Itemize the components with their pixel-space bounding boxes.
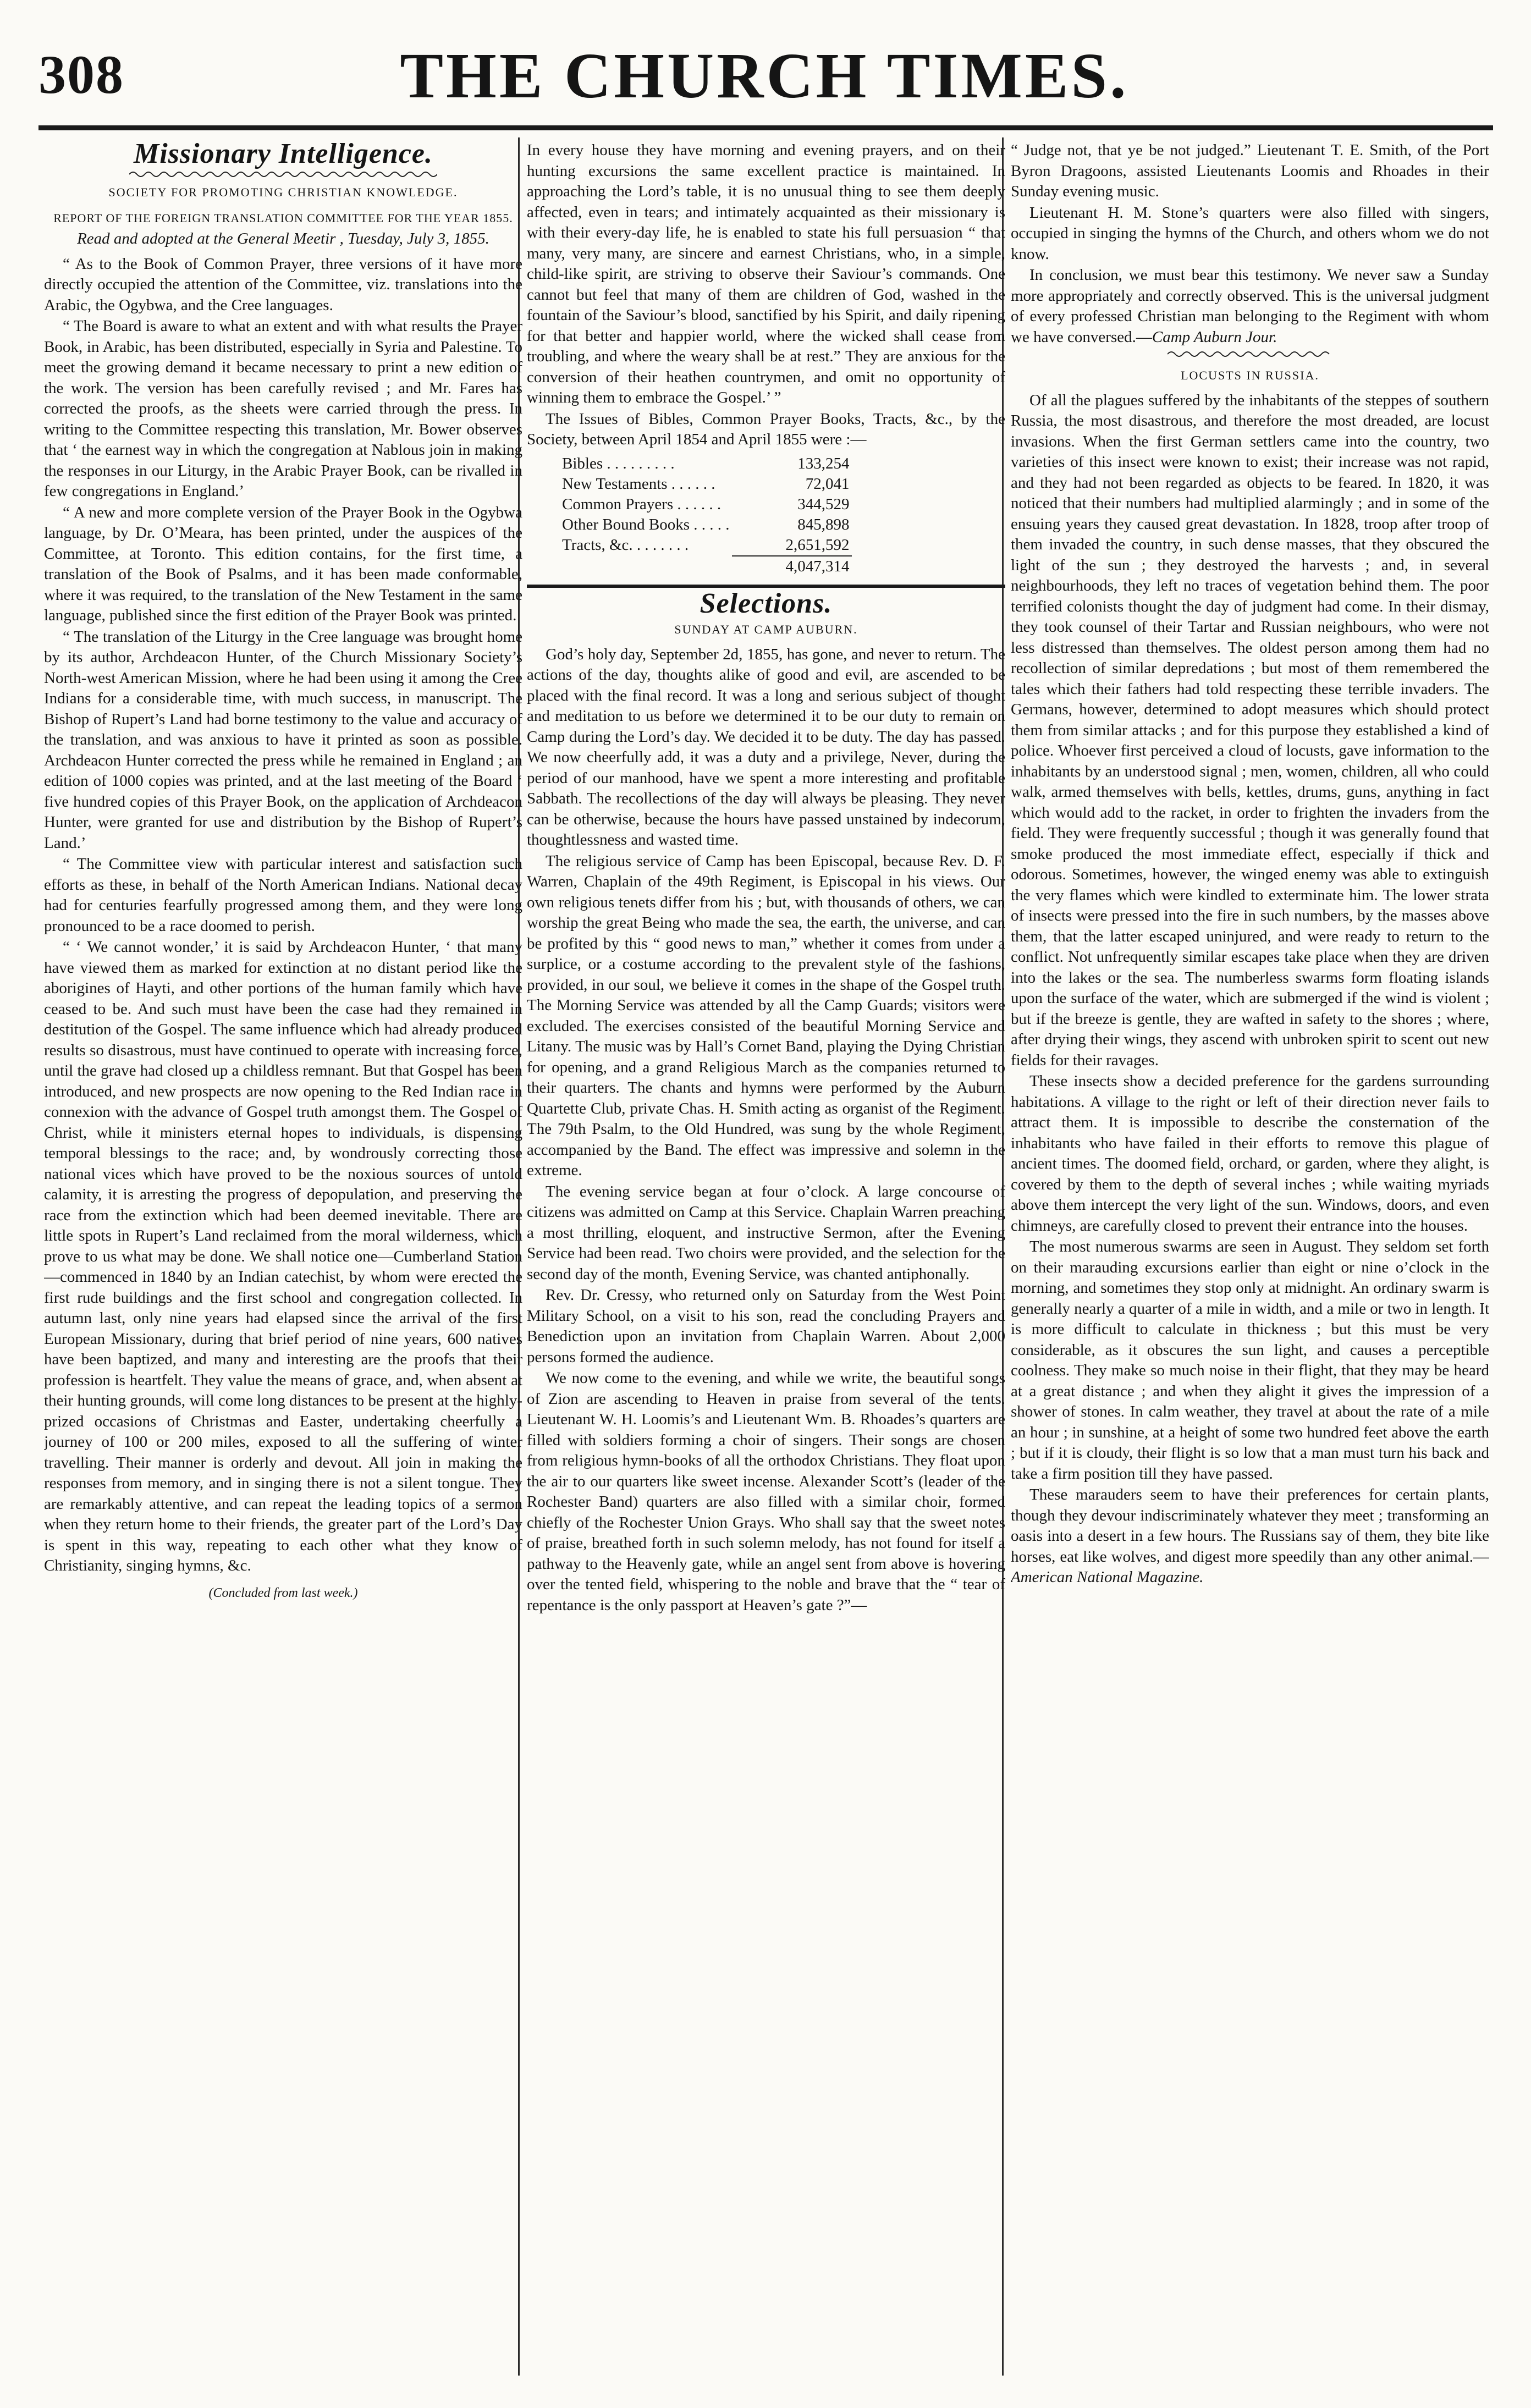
paragraph: In every house they have morning and evening prayers, and on their hunting excursions the same excellent practice is maintained. In approaching the Lord’s table, it is no unusual thing to see them deeply affected, even in tears; and intimately acquainted as their missionary is with their every-day life, he is enabled to state his full persuasion “ that many, very many, are sincere and earnest Christians, who, in a simple, child-like spirit, are striving to observe their Saviour’s commands. One cannot but feel that many of them are children of God, washed in the fountain of the Saviour’s blood, sanctified by his Spirit, and daily ripening for that better and happier world, where the wicked shall cease from troubling, and where the weary shall be at rest.” They are anxious for the conversion of their heathen countrymen, and omit no opportunity of winning them to embrace the Gospel.’ ” xyxy=(527,141,1005,406)
paragraph-text: These marauders seem to have their preferences for certain plants, though they devour indiscriminately whatever they meet ; transforming an oasis into a desert in a few hours. The Russians say of them, they bite like horses, eat like wolves, and digest more speedily than any other animal.— xyxy=(1011,1486,1489,1566)
paragraph: The most numerous swarms are seen in August. They seldom set forth on their marauding excursions earlier than eight or nine o’clock in the morning, and sometimes they stop only at midnight. An ordinary swarm is generally nearly a quarter of a mile in width, and a mile or two in length. It is more difficult to calculate in thickness ; but this must be very considerable, as it obscures the sun light, and causes a perceptible coolness. They make so much noise in their flight, that they may be heard at a great distance ; and when they alight it gives the impression of a shower of stones. In calm weather, they travel at about the rate of a mile an hour ; in sunshine, at a height of some two hundred feet above the earth ; but if it is cloudy, their flight is so low that a man must turn his back and take a firm position till they have passed. xyxy=(1011,1238,1489,1483)
paragraph-text: In conclusion, we must bear this testimony. We never saw a Sunday more appropriately and correctly observed. This is the universal judgment of every professed Christian man belonging to the Regiment with whom we have conversed.— xyxy=(1011,266,1489,346)
table-row xyxy=(560,515,852,535)
issue-count: 2,651,592 xyxy=(785,536,850,554)
wavy-divider xyxy=(44,170,522,180)
paragraph: “ As to the Book of Common Prayer, three versions of it have more directly occupied the attention of the Committee, viz. translations into the Arabic, the Ogybwa, and the Cree languages. xyxy=(44,255,522,314)
paragraph: God’s holy day, September 2d, 1855, has gone, and never to return. The actions of the day, thoughts alike of good and evil, are ascended to be placed with the final record. It was a long and serious subject of thought and meditation to us before we determined it to be our duty to remain on Camp during the Lord’s day. We decided it to be duty. The day has passed. We now cheerfully add, it was a duty and a privilege, Never, during the period of our manhood, have we spent a more interesting and profitable Sabbath. The recollections of the day will always be pleasing. They never can be otherwise, because the hours have passed unstained by indecorum, thoughtlessness and wasted time. xyxy=(527,645,1005,848)
table-row xyxy=(560,454,852,474)
paragraph: The religious service of Camp has been Episcopal, because Rev. D. F. Warren, Chaplain of the 49th Regiment, is Episcopal in his views. Our own religious tenets differ from his ; but, with thousands of others, we can worship the great Being who made the sea, the earth, the universe, and can be profited by this “ good news to man,” whether it comes from under a surplice, or a costume according to the prevalent style of the fashions, provided, in our soul, we believe it comes in the shape of the Gospel truth. The Morning Service was attended by all the Camp Guards; visitors were excluded. The exercises consisted of the beautiful Morning Service and Litany. The music was by Hall’s Cornet Band, playing the Dying Christian for opening, and a grand Religious March as the companies returned to their quarters. The chants and hymns were performed by the Auburn Quartette Club, private Chas. H. Smith acting as organist of the Regiment. The 79th Psalm, to the Old Hundred, was sung by the whole Regiment, accompanied by the Band. The effect was impressive and solemn in the extreme. xyxy=(527,852,1005,1179)
issues-total: 4,047,314 xyxy=(732,556,852,577)
paragraph xyxy=(1011,1485,1489,1588)
issue-item: Other Bound Books . . . . . xyxy=(562,515,730,533)
column-3 xyxy=(1011,140,1489,2367)
section-title-missionary: Missionary Intelligence. xyxy=(133,140,433,169)
article-title: SUNDAY AT CAMP AUBURN. xyxy=(674,622,858,636)
source-credit: Camp Auburn Jour. xyxy=(1152,328,1277,346)
issue-count: 344,529 xyxy=(797,495,850,513)
issue-count: 133,254 xyxy=(797,454,850,472)
table-row-total xyxy=(560,556,852,577)
read-line: Read and adopted at the General Meetir , Tuesday, July 3, 1855. xyxy=(77,230,489,247)
column-2 xyxy=(527,140,1005,2367)
paragraph: Rev. Dr. Cressy, who returned only on Saturday from the West Point Military School, on a visit to his son, read the concluding Prayers and Benediction upon an invitation from Chaplain Warren. About 2,000 persons formed the audience. xyxy=(527,1286,1005,1366)
paragraph: Of all the plagues suffered by the inhabitants of the steppes of southern Russia, the most disastrous, and therefore the most dreaded, are locust invasions. When the first German settlers came into the country, two varieties of this insect were known to exist; their increase was not rapid, and they had not been regarded as objects to be feared. In 1820, it was noticed that their numbers had multiplied alarmingly ; and in some of the ensuing years they caused great devastation. In 1828, troop after troop of them invaded the country, in such dense masses, that they obscured the light of the sun ; they destroyed the harvests ; and, in several neighbourhoods, they left no traces of vegetation behind them. The poor terrified colonists thought the day of judgment had come. In their dismay, they took counsel of their Tartar and Russian neighbours, who were not less distressed than themselves. The oldest person among them had no recollection of similar depredations ; but most of them remembered the tales which their fathers had told respecting these terrible invaders. The Germans, however, determined to adopt measures which should protect them from similar attacks ; and for this purpose they established a kind of police. Whoever first perceived a cloud of locusts, gave information to the inhabitants by an understood signal ; men, women, children, all who could walk, armed themselves with bells, kettles, drums, guns, anything in fact which would add to the racket, in order to frighten the invaders from the field. They were frequently successful ; though it was generally found that smoke produced the most immediate effect, especially if thick and odorous. Sometimes, however, the winged enemy was able to extinguish the very flames which were kindled to exterminate him. The lower strata of insects were pressed into the fire in such numbers, by the masses above them, that the latter escaped uninjured, and were ready to return to the conflict. Not unfrequently similar escapes take place when they are driven into the lakes or the sea. The numberless swarms form floating islands upon the surface of the water, which are submerged if the wind is violent ; but if the breeze is gentle, they are wafted in safety to the shores ; where, after drying their wings, they ascend with unbroken spirit to scent out new fields for their ravages. xyxy=(1011,391,1489,1069)
article-title: LOCUSTS IN RUSSIA. xyxy=(1181,368,1319,382)
masthead: THE CHURCH TIMES. xyxy=(400,40,1129,112)
paragraph: “ A new and more complete version of the Prayer Book in the Ogybwa language, by Dr. O’Meara, has been printed, under the auspices of the Committee, at Toronto. This edition contains, for the first time, a translation of the Book of Psalms, and it has been made conformable, where it was required, to the translation of the New Testament in the same language, published since the first edition of the Prayer Book was printed. xyxy=(44,503,522,624)
issue-item: Common Prayers . . . . . . xyxy=(562,495,722,513)
table-row xyxy=(560,535,852,556)
section-rule xyxy=(527,585,1005,588)
issue-count: 845,898 xyxy=(797,515,850,533)
column-1 xyxy=(44,140,522,2367)
page-header xyxy=(38,38,1490,121)
paragraph: “ ‘ We cannot wonder,’ it is said by Archdeacon Hunter, ‘ that many have viewed them as marked for extinction at no distant period like the aborigines of Hayti, and other portions of the human family which have ceased to be. And such must have been the case had they remained in destitution of the Gospel. The same influence which had already produced results so disastrous, must have continued to operate with increasing force, until the grave had closed up a childless remnant. But that Gospel has been introduced, and new prospects are now opening to the Red Indian race in connexion with the advance of Gospel truth amongst them. The Gospel of Christ, while it ministers eternal hopes to individuals, is dispensing temporal blessings to the race; and, by wondrously correcting those national vices which have proved to be the noxious sources of untold calamity, it is arresting the progress of depopulation, and preserving the race from the extinction which had been deemed inevitable. There are little spots in Rupert’s Land reclaimed from the moral wilderness, which prove to us what may be done. We shall notice one—Cumberland Station—commenced in 1840 by an Indian catechist, by whom were erected the first rude buildings and the first school and congregation collected. In autumn last, only nine years had elapsed since the arrival of the first European Missionary, during that brief period of nine years, 600 natives have been baptized, and many and interesting are the proofs that their profession is heartfelt. They value the means of grace, and, when absent at their hunting grounds, will come long distances to be present at the highly-prized occasions of Christmas and Easter, undertaking cheerfully a journey of 100 or 200 miles, exposed to all the suffering of winter travelling. Their manner is orderly and devout. All join in making the responses from memory, and in singing there is not a silent tongue. They are remarkably attentive, and can repeat the leading topics of a sermon when they return home to their friends, the greater part of the Lord’s Day is spent in this way, repeating to each other what they know of Christianity, singing hymns, &c. xyxy=(44,938,522,1574)
paragraph: Lieutenant H. M. Stone’s quarters were also filled with singers, occupied in singing the hymns of the Church, and others whom we do not know. xyxy=(1011,203,1489,263)
paragraph: “ The Board is aware to what an extent and with what results the Prayer Book, in Arabic, has been distributed, especially in Syria and Palestine. To meet the growing demand it became necessary to print a new edition of the work. The version has been carefully revised ; and Mr. Fares has corrected the proofs, as the sheets were carried through the press. In writing to the Committee respecting this translation, Mr. Bower observes that ‘ the earnest way in which the congregation at Nablous join in making the responses in our Liturgy, in the Arabic Prayer Book, can be rivalled in few congregations in England.’ xyxy=(44,317,522,500)
paragraph: “ The Committee view with particular interest and satisfaction such efforts as these, in behalf of the North American Indians. National decay had for centuries fearfully progressed among them, and they were long pronounced to be a race doomed to perish. xyxy=(44,855,522,935)
table-row xyxy=(560,494,852,515)
report-title: REPORT OF THE FOREIGN TRANSLATION COMMITTEE FOR THE YEAR 1855. xyxy=(53,211,513,225)
issue-item: New Testaments . . . . . . xyxy=(562,475,715,493)
wavy-divider xyxy=(1011,350,1489,360)
continued-note: (Concluded from last week.) xyxy=(208,1585,358,1600)
issues-table xyxy=(560,454,852,577)
paragraph: We now come to the evening, and while we write, the beautiful songs of Zion are ascending to Heaven in praise from several of the tents. Lieutenant W. H. Loomis’s and Lieutenant Wm. B. Rhoades’s quarters are filled with soldiers forming a choir of singers. Their songs are chosen from religious hymn-books of all the orthodox Christians. They float upon the air to our quarters like sweet incense. Alexander Scott’s (leader of the Rochester Band) quarters are also filled with a similar choir, formed chiefly of the Rochester Union Grays. Who shall say that the sweet notes of praise, breathed forth in such solemn melody, has not found for itself a pathway to the Heavenly gate, while an angel sent from above is hovering over the tented field, whispering to the noble and brave that the “ tear of repentance is the only passport at Heaven’s gate ?”— xyxy=(527,1369,1005,1614)
table-row xyxy=(560,474,852,494)
issue-item: Tracts, &c. . . . . . . . xyxy=(562,536,689,554)
page-number: 308 xyxy=(38,44,124,105)
paragraph xyxy=(1011,265,1489,348)
society-heading: SOCIETY FOR PROMOTING CHRISTIAN KNOWLEDGE. xyxy=(108,185,458,199)
issue-count: 72,041 xyxy=(805,475,850,493)
header-rule xyxy=(38,125,1493,130)
paragraph: These insects show a decided preference for the gardens surrounding habitations. A village to the right or left of their direction never fails to attract them. It is impossible to describe the consternation of the inhabitants who have failed in their efforts to remove this plague of ancient times. The doomed field, orchard, or garden, where they alight, is covered by them to the depth of several inches ; while waiting myriads above them intercept the very light of the sun. Windows, doors, and even chimneys, are carefully closed to prevent their entrance into the houses. xyxy=(1011,1072,1489,1235)
source-credit: American National Magazine. xyxy=(1011,1568,1204,1586)
paragraph: “ The translation of the Liturgy in the Cree language was brought home by its author, Archdeacon Hunter, of the Church Missionary Society’s North-west American Mission, where he had been using it among the Cree Indians for a considerable time, with much success, in manuscript. The Bishop of Rupert’s Land had borne testimony to the value and accuracy of the translation, and was anxious to have it printed as soon as possible. Archdeacon Hunter corrected the press while he remained in England ; an edition of 1000 copies was printed, and at the last meeting of the Board ‘ five hundred copies of this Prayer Book, on the application of Archdeacon Hunter, were granted for use and distribution by the Bishop of Rupert’s Land.’ xyxy=(44,627,522,852)
issue-item: Bibles . . . . . . . . . xyxy=(562,454,675,472)
paragraph: The evening service began at four o’clock. A large concourse of citizens was admitted on Camp at this Service. Chaplain Warren preaching a most thrilling, eloquent, and instructive Sermon, after the Evening Service had been read. Two choirs were provided, and the selection for the second day of the month, Evening Service, was chanted antiphonally. xyxy=(527,1182,1005,1283)
paragraph: The Issues of Bibles, Common Prayer Books, Tracts, &c., by the Society, between April 1854 and April 1855 were :— xyxy=(527,410,1005,448)
paragraph: “ Judge not, that ye be not judged.” Lieutenant T. E. Smith, of the Port Byron Dragoons, assisted Lieutenants Loomis and Rhoades in their Sunday evening music. xyxy=(1011,141,1489,200)
section-title-selections: Selections. xyxy=(700,587,833,619)
